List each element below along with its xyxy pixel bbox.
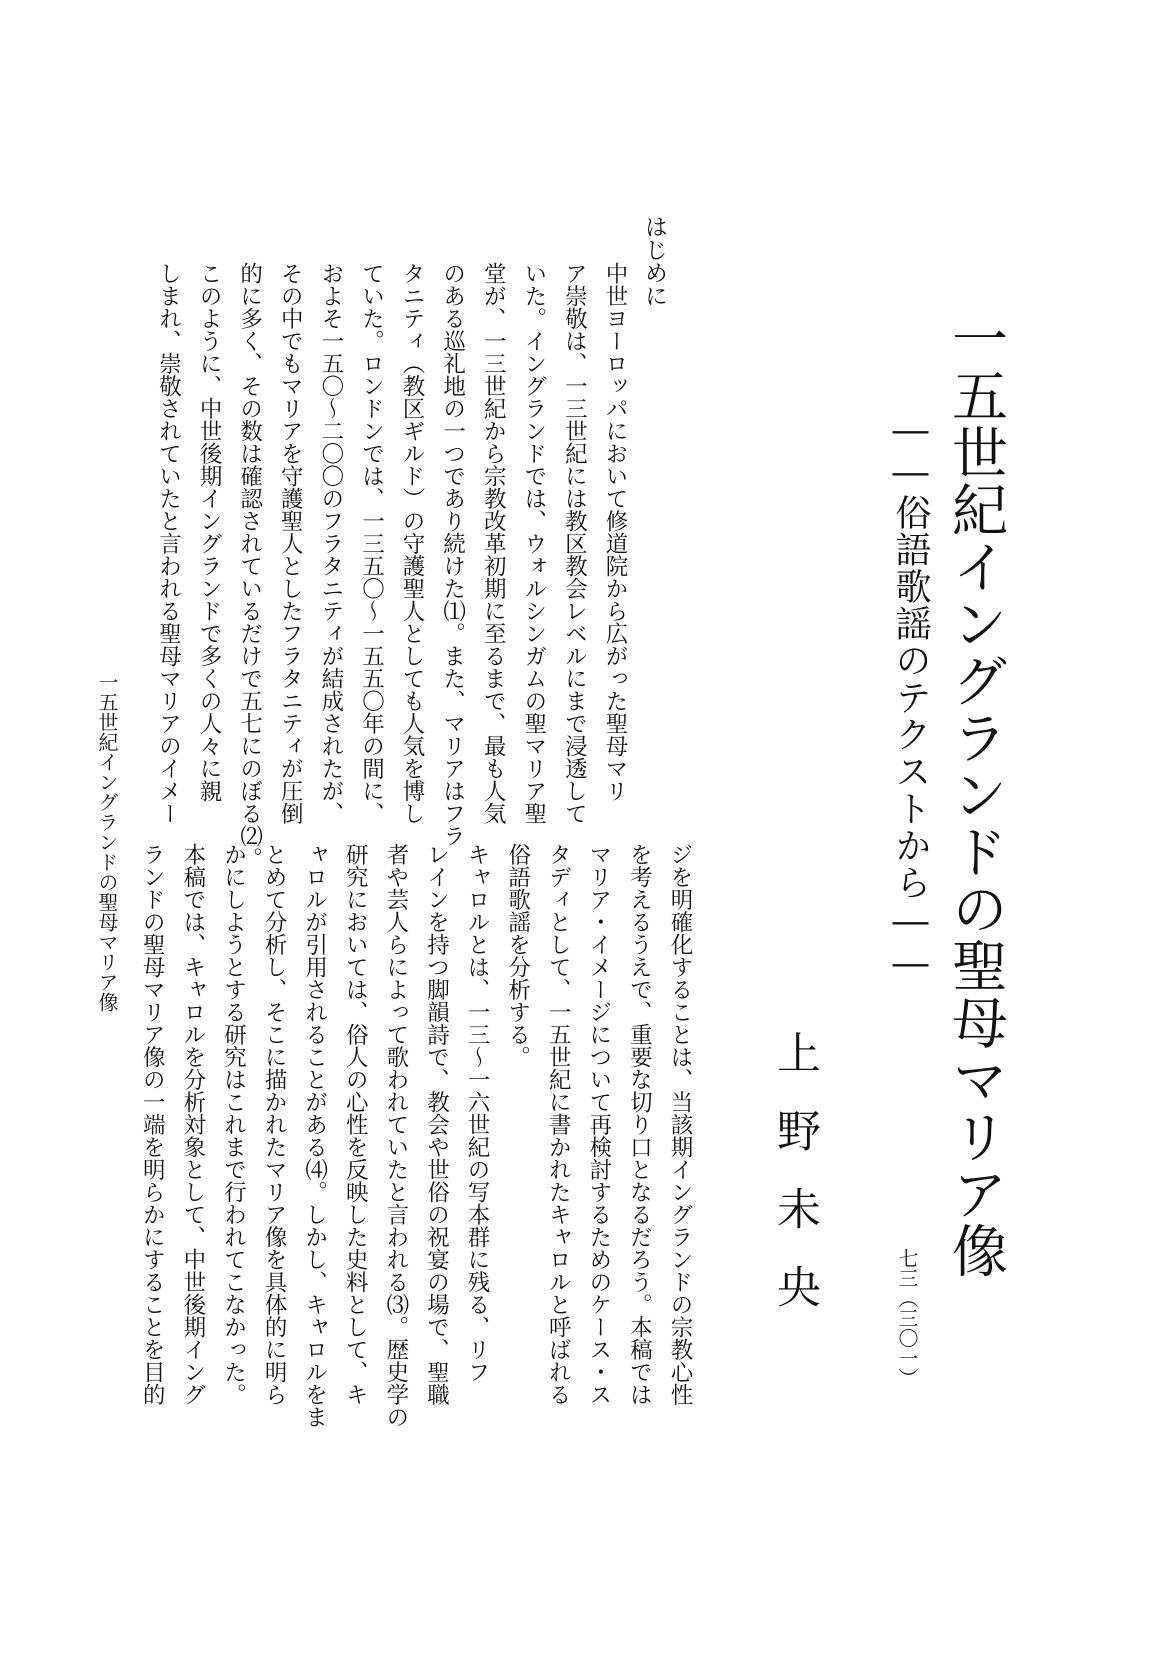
body-text-lower [139, 843, 700, 1428]
text-line: とめて分析し、そこに描かれたマリア像を具体的に明ら [261, 843, 288, 1406]
text-line: タニティ（教区ギルド）の守護聖人としても人気を博し [399, 262, 426, 825]
page-number: 七三（三〇一） [895, 1248, 919, 1388]
text-line: 者や芸人らによって歌われていたと言われる⑶。歴史学の [382, 843, 409, 1428]
text-line: しまれ、崇敬されていたと言われる聖母マリアのイメー [155, 262, 182, 825]
text-line: 俗語歌謡を分析する。 [504, 843, 531, 1068]
text-line: ジを明確化することは、当該期イングランドの宗教心性 [667, 843, 693, 1406]
text-line: ランドの聖母マリア像の一端を明らかにすることを目的 [139, 843, 166, 1406]
text-line: その中でもマリアを守護聖人としたフラタニティが圧倒 [277, 262, 304, 825]
section-heading: はじめに [641, 215, 667, 307]
text-line: ア崇敬は、一三世紀には教区教会レベルにまで浸透して [561, 262, 588, 825]
text-line: いた。イングランドでは、ウォルシンガムの聖マリア聖 [520, 262, 547, 825]
text-line: 中世ヨーロッパにおいて修道院から広がった聖母マリ [602, 262, 628, 802]
article-subtitle: ――俗語歌謡のテクストから―― [890, 410, 931, 985]
text-line: を考えるうえで、重要な切り口となるだろう。本稿では [626, 843, 653, 1406]
author-name: 上野未央 [769, 1030, 820, 1342]
text-line: およそ一五〇～二〇〇のフラタニティが結成されたが、 [317, 262, 344, 825]
text-line: 的に多く、その数は確認されているだけで五七にのぼる⑵。 [236, 262, 263, 870]
running-title: 一五世紀イングランドの聖母マリア像 [95, 672, 119, 1012]
body-text-upper [155, 262, 635, 870]
article-title: 一五世紀イングランドの聖母マリア像 [943, 310, 1008, 1279]
text-line: 堂が、一三世紀から宗教改革初期に至るまで、最も人気 [480, 262, 507, 825]
text-line: このように、中世後期イングランドで多くの人々に親 [196, 262, 223, 802]
text-line: タディとして、一五世紀に書かれたキャロルと呼ばれる [545, 843, 572, 1406]
text-line: レインを持つ脚韻詩で、教会や世俗の祝宴の場で、聖職 [423, 843, 450, 1406]
text-line: のある巡礼地の一つであり続けた⑴。また、マリアはフラ [439, 262, 466, 847]
text-line: キャロルとは、一三～一六世紀の写本群に残る、リフ [464, 843, 491, 1383]
text-line: マリア・イメージについて再検討するためのケース・ス [585, 843, 612, 1406]
text-line: 本稿では、キャロルを分析対象として、中世後期イング [179, 843, 206, 1406]
text-line: ャロルが引用されることがある⑷。しかし、キャロルをま [301, 843, 328, 1428]
text-line: 研究においては、俗人の心性を反映した史料として、キ [342, 843, 369, 1406]
text-line: かにしようとする研究はこれまで行われてこなかった。 [220, 843, 247, 1406]
text-line: ていた。ロンドンでは、一三五〇～一五五〇年の間に、 [358, 262, 385, 825]
